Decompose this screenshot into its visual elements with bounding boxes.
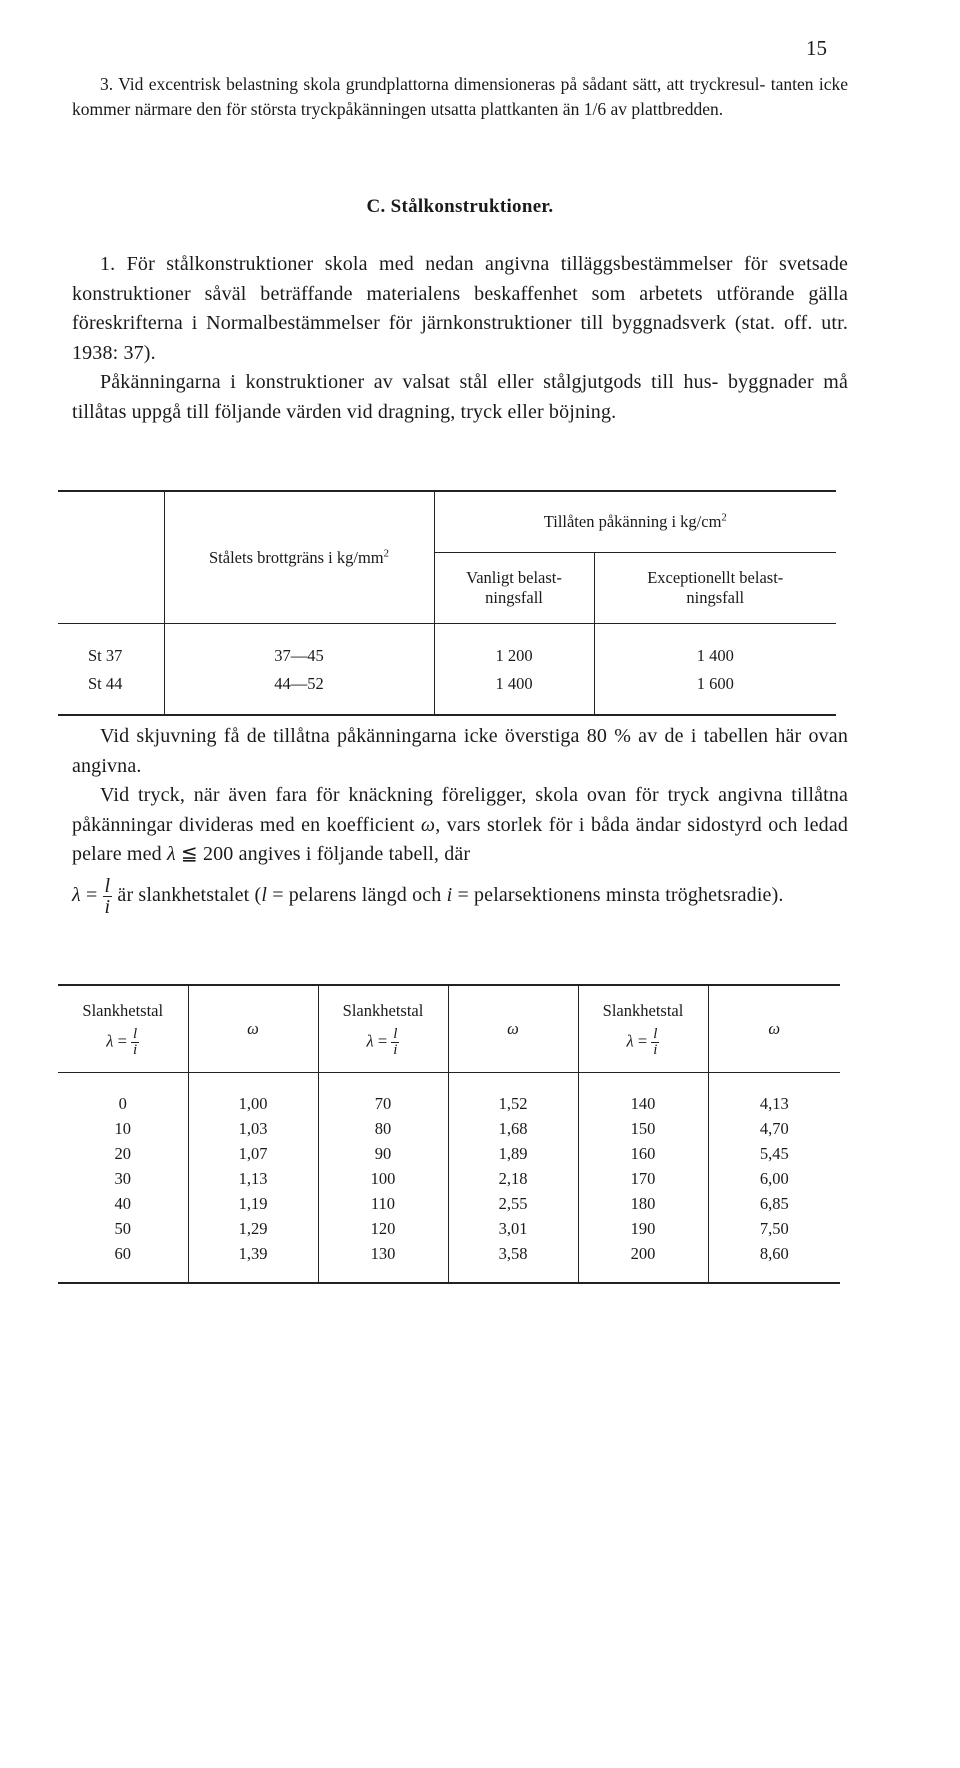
header-omega: ω — [188, 985, 318, 1073]
paragraph-3 — [72, 72, 848, 122]
cell-vanligt: 1 400 — [434, 670, 594, 715]
paragraph-tryck: Vid tryck, när även fara för knäckning föreligger, skola ovan för tryck angivna tillåtna påkänningar divideras med en koefficient ω, vars storlek för i båda ändar sidostyrd och ledad pelare med λ ≦ 200 angives i följande tabell, där — [72, 784, 848, 865]
header-tillaten: Tillåten påkänning i $kg/cm^2$ — [434, 491, 836, 553]
cell-exceptionellt: 1 400 — [594, 624, 836, 671]
header-omega: ω — [448, 985, 578, 1073]
omega-symbol: ω — [420, 813, 436, 836]
cell-brott: 44—52 — [164, 670, 434, 715]
lambda-column-3: 140 150 160 170 180 190 200 — [578, 1073, 708, 1284]
omega-column-3: 4,13 4,70 5,45 6,00 6,85 7,50 8,60 — [708, 1073, 840, 1284]
header-vanligt: Vanligt belast- ningsfall — [434, 553, 594, 624]
header-omega: ω — [708, 985, 840, 1073]
slenderness-table-header — [58, 985, 840, 1073]
cell-steel: St 44 — [58, 670, 164, 715]
header-brottgrans: Stålets brottgräns i $kg/mm^2$ — [164, 491, 434, 624]
header-slankhetstal: Slankhetstal λ = $\frac{l}{i}$ — [578, 985, 708, 1073]
para-1-number: 1. — [100, 253, 116, 275]
cell-vanligt: 1 200 — [434, 624, 594, 671]
para-3-text-a: Vid excentrisk belastning skola grundplattorna dimensioneras på sådant sätt, att tryckresul- tanten icke kommer närmare den för största tryckpåkänningen utsatta plattkanten än — [72, 74, 849, 119]
percent-sign: % — [614, 725, 632, 747]
paragraph-skjuvning: Vid skjuvning få de tillåtna påkänningarna icke överstiga 80 % av de i tabellen här ovan angivna. Vid tryck, när även fara för knäckning föreligger, skola ovan för tryck angivna tillåtna påkänningar divideras med en koefficient ω, vars storlek för i båda ändar sidostyrd och ledad pelare med λ ≦ 200 angives i följande tabell, där λ = $\frac{l}{i}$ är slankhetstalet (l = pelarens längd och i = pelarsektionens minsta tröghetsradie). — [72, 725, 848, 918]
para-2-text: Påkänningarna i konstruktioner av valsat stål eller stålgjutgods till hus- byggnader må tillåtas uppgå till följande värden vid dragning, tryck eller böjning. — [72, 371, 848, 423]
para-3-fraction: 1/6 — [583, 99, 607, 119]
cell-exceptionellt: 1 600 — [594, 670, 836, 715]
slenderness-table-body — [58, 1073, 840, 1284]
fraction-l-over-i: $\frac{l}{i}$ — [104, 874, 111, 918]
header-slankhetstal: Slankhetstal λ = $\frac{l}{i}$ — [58, 985, 188, 1073]
paragraph-1 — [72, 250, 848, 427]
section-heading: C. Stålkonstruktioner. — [366, 196, 554, 217]
stress-table-header-row-1 — [58, 491, 836, 553]
cell-brott: 37—45 — [164, 624, 434, 671]
slenderness-table — [58, 984, 840, 1284]
omega-column-2: 1,52 1,68 1,89 2,18 2,55 3,01 3,58 — [448, 1073, 578, 1284]
page-number: 15 — [806, 36, 827, 60]
header-exceptionellt: Exceptionellt belast- ningsfall — [594, 553, 836, 624]
stress-table — [58, 490, 836, 716]
cell-steel: St 37 — [58, 624, 164, 671]
lambda-column-1: 0 10 20 30 40 50 60 — [58, 1073, 188, 1284]
para-3-number: 3. — [100, 74, 114, 94]
para-3-text-b: av plattbredden. — [606, 99, 724, 119]
para-1-text: För stålkonstruktioner skola med nedan angivna tilläggsbestämmelser för svetsade konstruktioner såväl beträffande materialens beskaffenhet som arbetets utförande gälla föreskrifterna i Normalbestämmelser för järnkonstruktioner till byggnadsverk (stat. off. utr. 1938: 37). — [72, 253, 848, 364]
header-slankhetstal: Slankhetstal λ = $\frac{l}{i}$ — [318, 985, 448, 1073]
lambda-symbol: λ — [166, 843, 176, 865]
stress-table-row-st37 — [58, 624, 836, 671]
lambda-column-2: 70 80 90 100 110 120 130 — [318, 1073, 448, 1284]
stress-table-row-st44 — [58, 670, 836, 715]
omega-column-1: 1,00 1,03 1,07 1,13 1,19 1,29 1,39 — [188, 1073, 318, 1284]
